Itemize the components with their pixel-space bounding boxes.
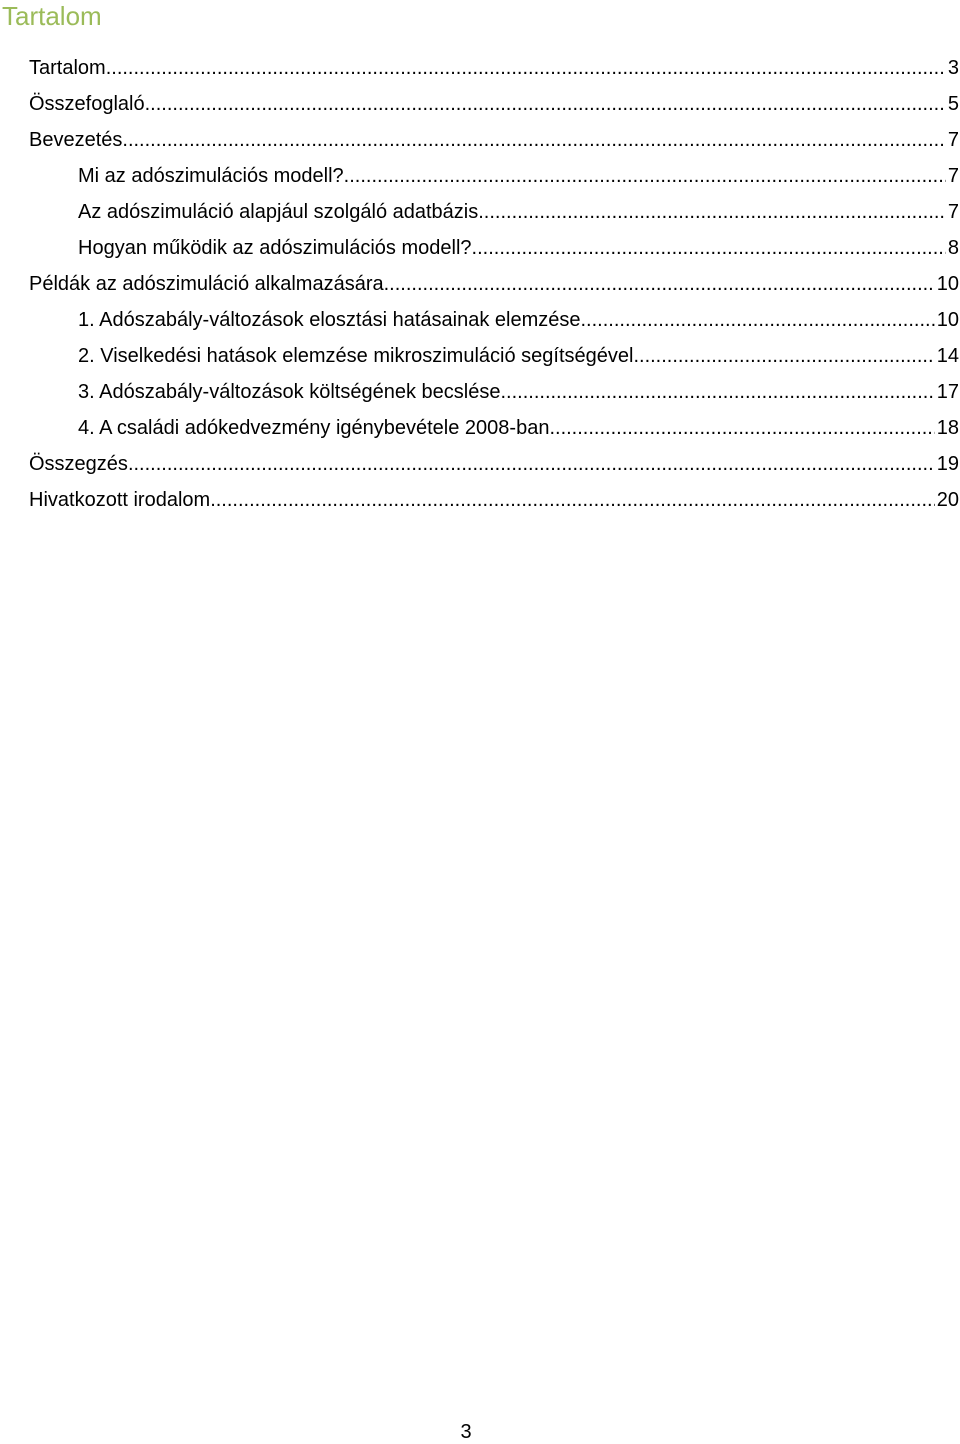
- toc-entry-page: 8: [947, 237, 959, 259]
- toc-entry-page: 19: [936, 453, 959, 475]
- toc-entry[interactable]: [29, 482, 959, 518]
- toc-entry-page: 7: [947, 129, 959, 151]
- toc-entry[interactable]: [29, 122, 959, 158]
- toc-entry-label: Összegzés: [29, 453, 128, 475]
- toc-dot-leader: [344, 158, 946, 194]
- toc-entry-page: 20: [936, 489, 959, 511]
- toc-entry[interactable]: [29, 50, 959, 86]
- toc-entry-page: 7: [947, 201, 959, 223]
- toc-entry-page: 3: [947, 57, 959, 79]
- toc-dot-leader: [500, 374, 934, 410]
- toc-dot-leader: [106, 50, 946, 86]
- toc-entry-page: 5: [947, 93, 959, 115]
- toc-entry[interactable]: [29, 230, 959, 266]
- toc-dot-leader: [210, 482, 935, 518]
- toc-entry-label: Tartalom: [29, 57, 106, 79]
- toc-dot-leader: [633, 338, 934, 374]
- table-of-contents: [29, 50, 959, 518]
- page-number: 3: [460, 1421, 472, 1443]
- toc-dot-leader: [145, 86, 946, 122]
- toc-entry-label: Példák az adószimuláció alkalmazására: [29, 273, 384, 295]
- toc-entry-page: 7: [947, 165, 959, 187]
- toc-dot-leader: [581, 302, 935, 338]
- toc-entry-page: 10: [936, 273, 959, 295]
- toc-dot-leader: [128, 446, 935, 482]
- toc-entry[interactable]: [29, 194, 959, 230]
- toc-entry-label: Hivatkozott irodalom: [29, 489, 211, 511]
- toc-dot-leader: [478, 194, 946, 230]
- toc-entry[interactable]: [29, 374, 959, 410]
- toc-dot-leader: [472, 230, 946, 266]
- toc-entry-label: 4. A családi adókedvezmény igénybevétele 2008-ban: [78, 417, 550, 439]
- toc-entry-label: Mi az adószimulációs modell?: [78, 165, 344, 187]
- toc-entry-label: 1. Adószabály-változások elosztási hatásainak elemzése: [78, 309, 581, 331]
- toc-entry-page: 14: [936, 345, 959, 367]
- toc-dot-leader: [549, 410, 934, 446]
- toc-entry-page: 17: [936, 381, 959, 403]
- toc-entry-page: 18: [936, 417, 959, 439]
- toc-entry[interactable]: [29, 266, 959, 302]
- toc-heading: Tartalom: [2, 1, 102, 31]
- toc-entry-label: 3. Adószabály-változások költségének becslése: [78, 381, 501, 403]
- toc-entry-label: Összefoglaló: [29, 93, 145, 115]
- toc-dot-leader: [384, 266, 935, 302]
- toc-entry[interactable]: [29, 410, 959, 446]
- toc-entry-page: 10: [936, 309, 959, 331]
- toc-entry[interactable]: [29, 86, 959, 122]
- toc-entry-label: 2. Viselkedési hatások elemzése mikroszimuláció segítségével: [78, 345, 634, 367]
- toc-entry[interactable]: [29, 446, 959, 482]
- toc-entry[interactable]: [29, 158, 959, 194]
- toc-dot-leader: [122, 122, 945, 158]
- toc-entry-label: Az adószimuláció alapjául szolgáló adatbázis: [78, 201, 479, 223]
- toc-entry[interactable]: [29, 302, 959, 338]
- toc-entry-label: Hogyan működik az adószimulációs modell?: [78, 237, 472, 259]
- toc-entry-label: Bevezetés: [29, 129, 123, 151]
- toc-entry[interactable]: [29, 338, 959, 374]
